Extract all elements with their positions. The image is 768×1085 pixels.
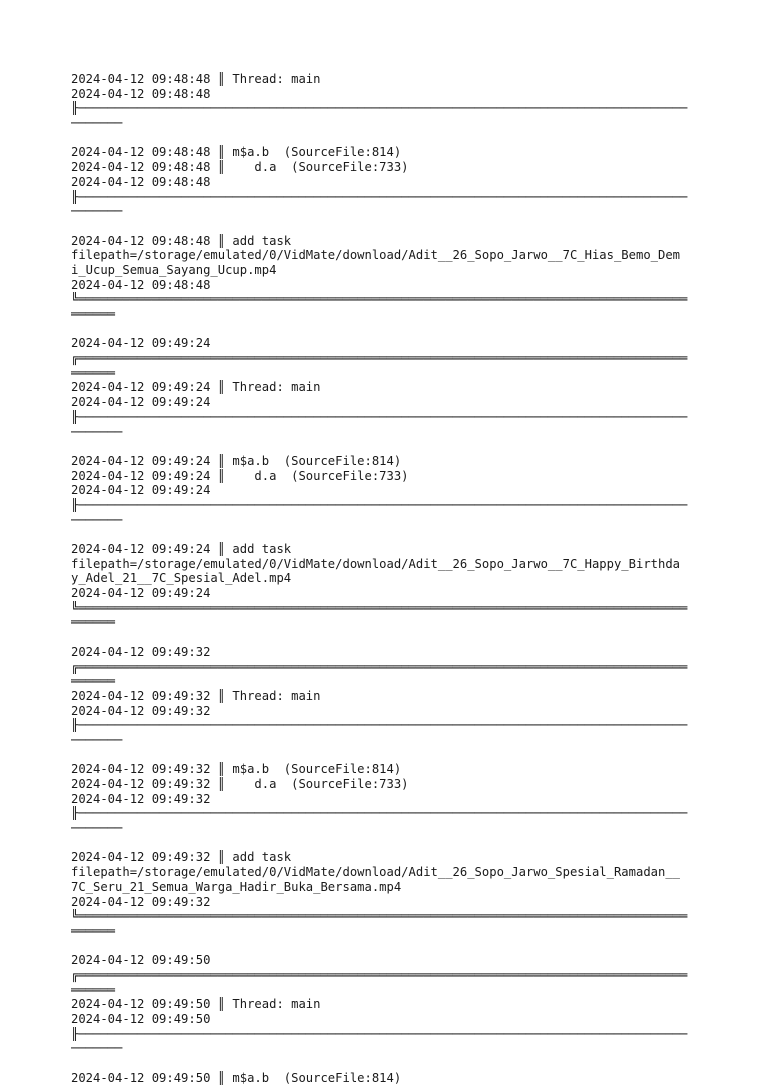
log-line	[71, 630, 698, 645]
log-line: 2024-04-12 09:48:48 ║ d.a (SourceFile:733)	[71, 160, 409, 175]
log-line: ╚═══════════════════════════════════════════════════════════════════════════════════	[71, 909, 688, 924]
log-line	[71, 836, 698, 851]
log-line: 2024-04-12 09:49:32 ║ add task	[71, 850, 292, 865]
log-line: ╟───────────────────────────────────────────────────────────────────────────────────	[71, 189, 688, 204]
log-line: ╚═══════════════════════════════════════════════════════════════════════════════════	[71, 600, 688, 615]
log-line: 2024-04-12 09:49:32	[71, 644, 211, 659]
log-line: 2024-04-12 09:48:48	[71, 86, 211, 101]
log-line: ───────	[71, 116, 123, 131]
log-line: ╟───────────────────────────────────────────────────────────────────────────────────	[71, 1026, 688, 1041]
log-line: 2024-04-12 09:48:48 ║ add task	[71, 233, 292, 248]
log-line: ╟───────────────────────────────────────────────────────────────────────────────────	[71, 718, 688, 733]
log-line: 2024-04-12 09:49:50 ║ m$a.b (SourceFile:814)	[71, 1070, 402, 1085]
log-line: 7C_Seru_21_Semua_Warga_Hadir_Buka_Bersama.mp4	[71, 879, 402, 894]
log-line: ══════	[71, 307, 116, 321]
log-line: ══════	[71, 923, 116, 938]
log-line: filepath=/storage/emulated/0/VidMate/download/Adit__26_Sopo_Jarwo_Spesial_Ramadan__	[71, 865, 681, 880]
log-line: ╔═══════════════════════════════════════════════════════════════════════════════════	[71, 967, 688, 982]
log-line	[71, 748, 698, 763]
log-line: ───────	[71, 821, 123, 836]
log-line: ══════	[71, 674, 116, 689]
log-line: 2024-04-12 09:49:50	[71, 953, 211, 968]
log-line: 2024-04-12 09:49:50	[71, 1012, 211, 1026]
log-line: 2024-04-12 09:49:32 ║ m$a.b (SourceFile:814)	[71, 762, 402, 777]
log-line: 2024-04-12 09:49:32	[71, 791, 211, 806]
log-line	[71, 322, 698, 337]
log-line	[71, 131, 698, 146]
log-line: ───────	[71, 512, 123, 527]
log-line: 2024-04-12 09:49:32	[71, 894, 211, 909]
log-line: ╔═══════════════════════════════════════════════════════════════════════════════════	[71, 659, 688, 674]
log-line: 2024-04-12 09:49:32	[71, 703, 211, 718]
log-line: filepath=/storage/emulated/0/VidMate/download/Adit__26_Sopo_Jarwo__7C_Hias_Bemo_Dem	[71, 248, 681, 263]
log-line: 2024-04-12 09:49:32 ║ Thread: main	[71, 688, 321, 703]
log-line	[71, 219, 698, 234]
log-line: 2024-04-12 09:49:24 ║ m$a.b (SourceFile:814)	[71, 453, 402, 468]
log-line: 2024-04-12 09:49:24	[71, 483, 211, 498]
log-line: y_Adel_21__7C_Spesial_Adel.mp4	[71, 571, 292, 586]
log-line: 2024-04-12 09:49:24 ║ Thread: main	[71, 380, 321, 395]
log-line: filepath=/storage/emulated/0/VidMate/download/Adit__26_Sopo_Jarwo__7C_Happy_Birthda	[71, 556, 681, 571]
log-line: ───────	[71, 1041, 123, 1056]
log-text-block	[71, 72, 698, 1085]
log-line	[71, 439, 698, 454]
log-line: 2024-04-12 09:48:48	[71, 277, 211, 292]
log-line: 2024-04-12 09:49:24	[71, 586, 211, 601]
log-line	[71, 1056, 698, 1071]
log-line: ╟───────────────────────────────────────────────────────────────────────────────────	[71, 806, 688, 821]
log-line: ╟───────────────────────────────────────────────────────────────────────────────────	[71, 497, 688, 512]
log-line: 2024-04-12 09:49:24 ║ d.a (SourceFile:733)	[71, 468, 409, 483]
log-line: ───────	[71, 732, 123, 747]
log-line: 2024-04-12 09:49:24	[71, 336, 211, 351]
log-line: ╚═══════════════════════════════════════════════════════════════════════════════════	[71, 292, 688, 307]
log-line: ╟───────────────────────────────────────────────────────────────────────────────────	[71, 101, 688, 116]
log-line: ══════	[71, 365, 116, 380]
log-line	[71, 939, 698, 954]
log-line: 2024-04-12 09:49:24	[71, 395, 211, 410]
log-line: ╔═══════════════════════════════════════════════════════════════════════════════════	[71, 351, 688, 366]
log-line: ══════	[71, 982, 116, 997]
log-line: 2024-04-12 09:48:48 ║ m$a.b (SourceFile:814)	[71, 145, 402, 160]
log-line: 2024-04-12 09:48:48 ║ Thread: main	[71, 72, 321, 86]
log-line	[71, 527, 698, 542]
log-line: ───────	[71, 424, 123, 439]
log-line: ╟───────────────────────────────────────────────────────────────────────────────────	[71, 409, 688, 424]
log-line: 2024-04-12 09:49:24 ║ add task	[71, 542, 292, 556]
log-line: 2024-04-12 09:49:32 ║ d.a (SourceFile:733)	[71, 777, 409, 791]
log-line: i_Ucup_Semua_Sayang_Ucup.mp4	[71, 262, 277, 277]
log-line: ───────	[71, 204, 123, 219]
log-line: ══════	[71, 615, 116, 630]
log-line: 2024-04-12 09:49:50 ║ Thread: main	[71, 997, 321, 1012]
log-line: 2024-04-12 09:48:48	[71, 174, 211, 189]
